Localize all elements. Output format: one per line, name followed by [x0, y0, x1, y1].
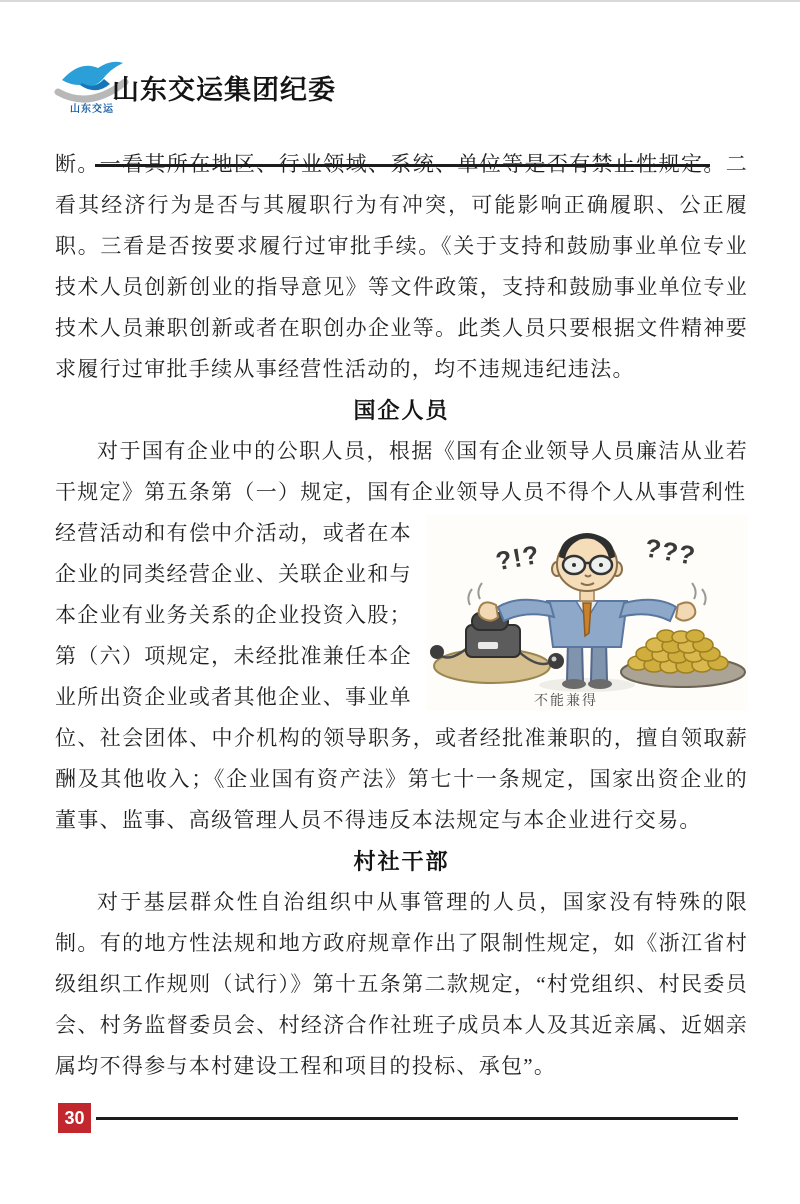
section-heading-soe: 国企人员: [353, 398, 450, 423]
ground-shadow: [539, 678, 635, 692]
logo-wordmark: 山东交运: [70, 104, 114, 115]
cannot-have-both-cartoon: [426, 515, 748, 711]
page-footer: [0, 1101, 800, 1141]
businessman-choice-illustration: [426, 515, 748, 711]
document-body: [55, 144, 748, 1087]
gold-plate: [621, 630, 745, 687]
left-question-marks: ?!?: [493, 539, 543, 577]
soe-paragraph-continued: 经营活动和有偿中介活动，或者在本企业的同类经营企业、关联企业和与本企业有业务关系的企业投资入股；第（六）项规定，未经批准兼任本企业所出资企业或者其他企业、事业单位、社会团体、中介机构的领导职务，或者经批准兼职的，擅自领取薪酬及其他收入；《企业国有资产法》第七十一条规定，国家出资企业的董事、监事、高级管理人员不得违反本法规定与本企业进行交易。: [55, 521, 748, 832]
top-edge-divider: [0, 0, 800, 2]
page-number-badge: 30: [58, 1103, 91, 1133]
section-heading-village: 村社干部: [353, 849, 450, 874]
intro-paragraph: 断。一看其所在地区、行业领域、系统、单位等是否有禁止性规定。二看其经济行为是否与其履职行为有冲突，可能影响正确履职、公正履职。三看是否按要求履行过审批手续。《关于支持和鼓励事业单位专业技术人员创新创业的指导意见》等文件政策，支持和鼓励事业单位专业技术人员兼职创新或者在职创办企业等。此类人员只要根据文件精神要求履行过审批手续从事经营性活动的，均不违规违纪违法。: [55, 152, 748, 381]
footer-divider: [96, 1117, 738, 1120]
soe-paragraph-start: 对于国有企业中的公职人员，根据《国有企业领导人员廉洁从业若干规定》第五条第（一）规定，国有企业领导人员不得个人从事营利性: [55, 439, 748, 504]
right-question-marks: ???: [642, 532, 699, 571]
village-paragraph: 对于基层群众性自治组织中从事管理的人员，国家没有特殊的限制。有的地方性法规和地方政府规章作出了限制性规定，如《浙江省村级组织工作规则（试行）》第十五条第二款规定，“村党组织、村民委员会、村务监督委员会、村经济合作社班子成员本人及其近亲属、近姻亲属均不得参与本村建设工程和项目的投标、承包”。: [55, 890, 748, 1078]
cartoon-caption: 不能兼得: [534, 692, 598, 708]
soe-paragraph-with-illustration: [55, 513, 748, 841]
page-title: 山东交运集团纪委: [112, 75, 336, 105]
page-header: [50, 52, 755, 116]
telephone-plate: [430, 613, 564, 683]
